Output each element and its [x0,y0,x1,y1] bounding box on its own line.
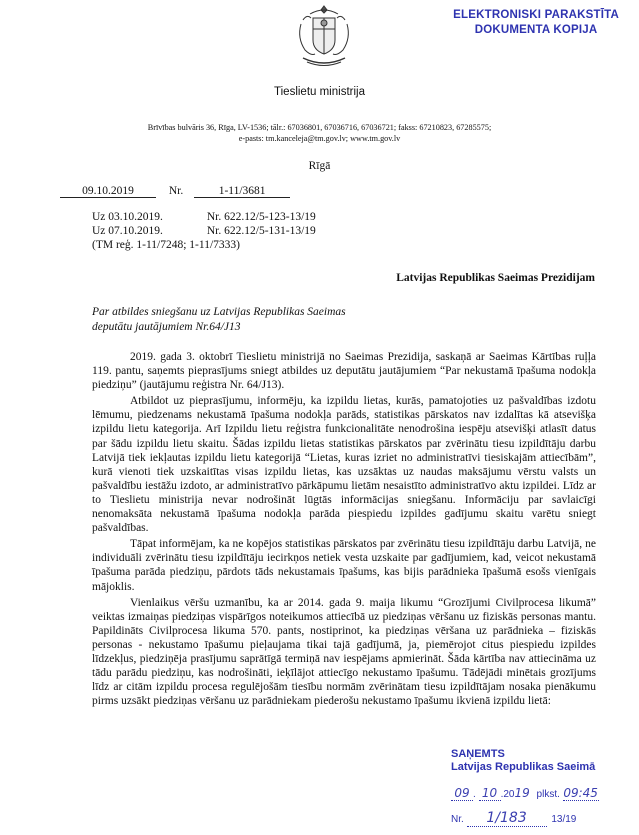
received-time-label: plkst. [536,789,560,800]
received-stamp [443,748,633,832]
paragraph-4: Vienlaikus vēršu uzmanību, ka ar 2014. gada 9. maija likumu “Grozījumi Civilprocesa likumā” veiktas izmaiņas piedziņas vispārīgos noteikumos attiecībā uz piedziņas vēršanu uz fiziskās personas mantu. Papildināts Civilprocesa likuma 570. pants, nostiprinot, ka piedziņas vēršana uz parādnieka – fiziskās personas - nekustamo īpašumu pieļaujama tikai tajā gadījumā, ja, piemērojot citus piespiedu izpildes līdzekļus, piedziņēja prasījumu saprātīgā termiņā nav iespējams apmierināt. Šāda kārtība nav attiecināma uz tādu parādu piedziņu, kas nodrošināti, ieķīlājot attiecīgo nekustamo īpašumu. Tādējādi minētais grozījums līdz ar citām izpildu procesa regulējošām tiesību normām zvērinātam tiesu izpildītājam nosaka pienākumu pirms uzsākt piedziņas vēršanu uz parādniekam piederošu nekustamo īpašumu ikvienā izpildu lietā: [92,596,596,708]
latvian-coat-of-arms-icon [293,4,355,74]
received-year-suffix: 19 [514,786,530,800]
electronic-signature-stamp [453,8,619,38]
number-label: Nr. [168,185,184,197]
paragraph-2: Atbildot uz pieprasījumu, informēju, ka izpildu lietas, kurās, pamatojoties uz pašvaldības izdotu lēmumu, piedzenams nekustamā īpašuma nodokļa parāds, statistikas pārskatos nav izdalītas kā atsevišķa izpildu lietu kategorija. Arī Izpildu lietu reģistra funkcionalitāte nenodrošina iespēju atsevišķi atlasīt datus par šādu izpildu lietu skaitu. Šādas izpildu lietas statistikas pārskatos par zvērinātu tiesu izpildītāju darbu Latvijā tiek iekļautas izpildu lietu kategorijā “Lietas, kuras izriet no administratīvi tiesiskajām attiecībām”, kurā vienoti tiek uzskaitītas visas izpildu lietas, kas uzsāktas uz naudas maksājumu vērstu valsts un pašvaldību iestāžu izdoto, ar administratīvo pārkāpumu lietām nesaistīto administratīvo aktu izpildei. Līdz ar to Tieslietu ministrija nevar nodrošināt lūgtās informācijas sniegšanu. Informāciju par savlaicīgi nenomaksāta nekustamā īpašuma nodokļa parāda piespiedu izpildes gadījumu skaitu varētu sniegt pašvaldības. [92,395,596,535]
reference-block [92,210,316,252]
address-line-1: Brīvības bulvāris 36, Rīga, LV-1536; tālr.: 67036801, 67036716, 67036721; fakss: 67210823, 67285575; [147,123,492,132]
subject-line-1: Par atbildes sniegšanu uz Latvijas Republikas Saeimas [92,306,346,318]
stamp-line-2: DOKUMENTA KOPIJA [474,24,598,36]
reference-date: Uz 03.10.2019. [92,211,163,223]
tm-registration: (TM reģ. 1-11/7248; 1-11/7333) [92,239,240,251]
subject [92,305,346,335]
received-month: 10 [479,786,501,801]
received-nr-value: 1/183 [467,810,547,827]
reference-date: Uz 07.10.2019. [92,225,163,237]
reference-number: Nr. 622.12/5-123-13/19 [206,211,316,223]
paragraph-1: 2019. gada 3. oktobrī Tieslietu ministrijā no Saeimas Prezidija, saskaņā ar Saeimas Kārtības ruļļa 119. pantu, saņemts pieprasījums sniegt atbildes uz deputātu jautājumiem “Par nekustamā īpašuma nodokļa piedziņu” (jautājumu reģistra Nr. 64/J13). [92,351,596,392]
received-nr-label: Nr. [451,814,464,825]
reference-row [92,224,316,238]
paragraph-3: Tāpat informējam, ka ne kopējos statistikas pārskatos par zvērinātu tiesu izpildītāju darbu Latvijā, ne individuāli zvērinātu tiesu izpildītāju iecirkņos netiek vesta uzskaite par gadījumiem, kad, veicot nekustamā īpašuma parāda piedziņu, pārdots tāds nekustamais īpašums, kas bijis parādnieka īpašumā esošs vienīgais mājoklis. [92,538,596,593]
received-nr-suffix: 13/19 [551,814,577,825]
received-org: Latvijas Republikas Saeimā [451,761,596,773]
reference-row [92,210,316,224]
stamp-line-1: ELEKTRONISKI PARAKSTĪTA [453,9,619,21]
document-date: 09.10.2019 [60,185,156,198]
address-line-2: e-pasts: tm.kanceleja@tm.gov.lv; www.tm.gov.lv [238,134,401,143]
received-date-line: 09 . 10 .2019 plkst. 09:45 [451,786,599,801]
received-year-prefix: 20 [503,789,515,800]
city: Rīgā [308,160,331,172]
received-title: SAŅEMTS [451,748,505,760]
letter-body [92,350,596,710]
contact-address [0,122,639,144]
recipient: Latvijas Republikas Saeimas Prezidijam [396,272,595,284]
reference-number: Nr. 622.12/5-131-13/19 [206,225,316,237]
document-number: 1-11/3681 [194,185,290,198]
received-time: 09:45 [563,786,598,800]
ministry-name: Tieslietu ministrija [274,86,365,98]
received-number-line [451,810,576,827]
date-number-line [60,184,290,198]
subject-line-2: deputātu jautājumiem Nr.64/J13 [92,321,241,333]
received-day: 09 [451,786,473,801]
